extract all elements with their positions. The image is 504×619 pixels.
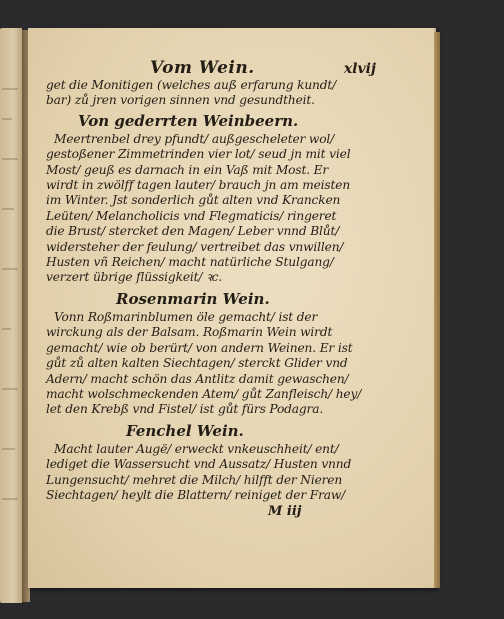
bleed-line (2, 88, 18, 90)
text-line: wirdt in zwölff tagen lauter/ brauch jn am meisten (46, 178, 351, 193)
bleed-line (2, 448, 15, 450)
text-line: get die Monitigen (welches auß erfarung kundt/ (46, 78, 337, 92)
text-line: macht wolschmeckenden Atem/ gůt Zanfleisch/ hey/ (46, 386, 362, 401)
signature-mark (46, 504, 376, 519)
section-heading-fenchel: Fenchel Wein. (126, 421, 244, 440)
bleed-line (2, 158, 18, 160)
bleed-line (2, 388, 18, 390)
running-head: Vom Wein. (150, 58, 255, 78)
text-line: Leüten/ Melancholicis vnd Flegmaticis/ ringeret (46, 208, 337, 223)
text-line: Most/ geuß es darnach in ein Vaß mit Most. Er (46, 162, 329, 177)
text-line: Vonn Roßmarinblumen öle gemacht/ ist der (54, 309, 318, 324)
text-line: gestoßener Zimmetrinden vier lot/ seud jn mit viel (46, 147, 351, 162)
folio-number: xlvij (343, 61, 376, 77)
page-header (150, 58, 376, 78)
text-line: bar) zů jren vorigen sinnen vnd gesundtheit. (46, 93, 315, 108)
text-line: die Brust/ stercket den Magen/ Leber vnnd Blůt/ (46, 224, 340, 239)
section-heading-weinbeern: Von gederrten Weinbeern. (78, 111, 299, 130)
text-line: gůt zů alten kalten Siechtagen/ sterckt Glider vnd (46, 356, 348, 371)
bleed-line (2, 328, 11, 330)
bleed-line (2, 498, 18, 500)
text-line: let den Krebß vnd Fistel/ ist gůt fürs Podagra. (46, 402, 324, 417)
text-line: Adern/ macht schön das Antlitz damit gewaschen/ (46, 371, 349, 386)
bleed-line (2, 268, 18, 270)
bleed-line (2, 118, 12, 120)
page-stack-edge (434, 32, 440, 588)
text-line: gemacht/ wie ob berürt/ von andern Weinen. Er ist (46, 340, 353, 355)
text-line: Lungensucht/ mehret die Milch/ hilfft der Nieren (46, 472, 343, 487)
bleed-line (2, 208, 14, 210)
section-heading-rosenmarin: Rosenmarin Wein. (116, 289, 270, 308)
page-text (46, 58, 376, 519)
facing-page-edge (0, 28, 22, 603)
text-line: verzert übrige flüssigkeit/ ꝛc. (46, 270, 223, 285)
text-line: im Winter. Jst sonderlich gůt alten vnd Krancken (46, 193, 341, 208)
text-line: lediget die Wassersucht vnd Aussatz/ Husten vnnd (46, 457, 352, 472)
book-page (28, 28, 436, 588)
text-line: wirckung als der Balsam. Roßmarin Wein wirdt (46, 325, 333, 340)
text-line: Meertrenbel drey pfundt/ außgescheleter wol/ (54, 131, 335, 146)
text-line: widersteher der feulung/ vertreibet das vnwillen/ (46, 239, 344, 254)
signature-text: M iij (268, 504, 302, 520)
text-line: Husten vñ Reichen/ macht natürliche Stulgang/ (46, 255, 334, 270)
text-line: Macht lauter Augë/ erweckt vnkeuschheit/ ent/ (54, 441, 339, 456)
text-line: Siechtagen/ heylt die Blattern/ reiniget der Fraw/ (46, 487, 346, 502)
